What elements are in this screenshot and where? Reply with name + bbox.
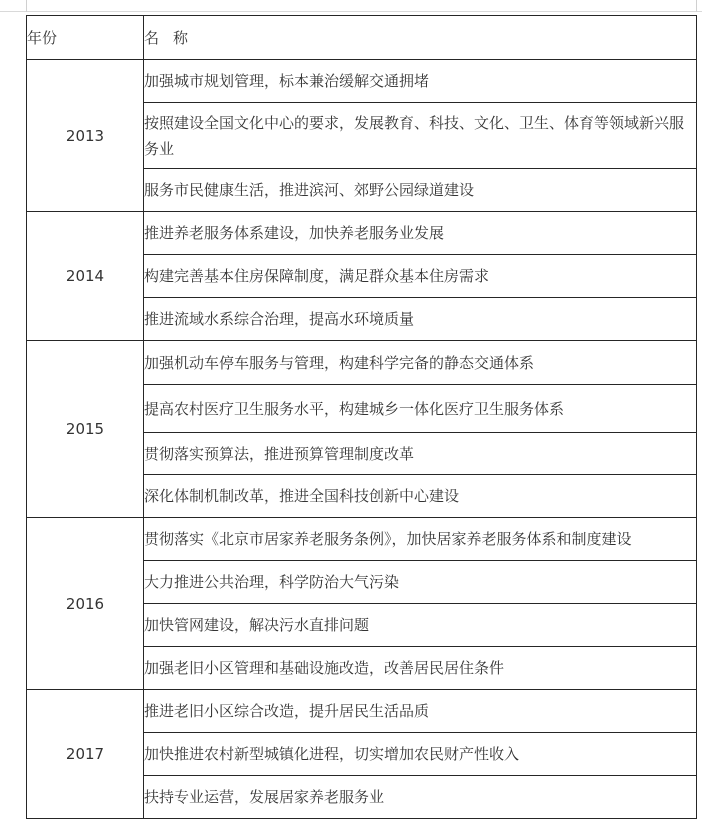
year-cell-2017: 2017 xyxy=(27,690,144,819)
header-year: 年份 xyxy=(27,16,144,60)
item-cell: 构建完善基本住房保障制度，满足群众基本住房需求 xyxy=(144,255,697,298)
table-row xyxy=(27,212,697,255)
header-name-char-2: 称 xyxy=(173,29,189,47)
cropped-border-left xyxy=(26,0,27,12)
year-cell-2015: 2015 xyxy=(27,341,144,518)
item-cell: 提高农村医疗卫生服务水平，构建城乡一体化医疗卫生服务体系 xyxy=(144,385,697,433)
item-cell: 贯彻落实预算法，推进预算管理制度改革 xyxy=(144,433,697,475)
item-cell: 加强老旧小区管理和基础设施改造，改善居民居住条件 xyxy=(144,647,697,690)
header-name xyxy=(144,16,697,60)
table-row xyxy=(27,60,697,103)
item-cell: 加快推进农村新型城镇化进程，切实增加农民财产性收入 xyxy=(144,733,697,776)
item-cell: 按照建设全国文化中心的要求，发展教育、科技、文化、卫生、体育等领域新兴服务业 xyxy=(144,103,697,169)
item-cell: 贯彻落实《北京市居家养老服务条例》，加快居家养老服务体系和制度建设 xyxy=(144,518,697,561)
table-row xyxy=(27,518,697,561)
cropped-top-edge xyxy=(0,0,702,12)
table-header-row xyxy=(27,16,697,60)
cropped-border-right xyxy=(696,0,697,12)
item-cell: 加快管网建设，解决污水直排问题 xyxy=(144,604,697,647)
header-name-char-1: 名 xyxy=(144,29,160,47)
item-cell: 推进养老服务体系建设，加快养老服务业发展 xyxy=(144,212,697,255)
policy-table xyxy=(26,15,697,819)
table-row xyxy=(27,341,697,385)
item-cell: 深化体制机制改革，推进全国科技创新中心建设 xyxy=(144,475,697,518)
item-cell: 服务市民健康生活，推进滨河、郊野公园绿道建设 xyxy=(144,169,697,212)
year-cell-2016: 2016 xyxy=(27,518,144,690)
item-cell: 加强城市规划管理，标本兼治缓解交通拥堵 xyxy=(144,60,697,103)
item-cell: 大力推进公共治理，科学防治大气污染 xyxy=(144,561,697,604)
item-cell: 扶持专业运营，发展居家养老服务业 xyxy=(144,776,697,819)
year-cell-2013: 2013 xyxy=(27,60,144,212)
item-cell: 推进流域水系综合治理，提高水环境质量 xyxy=(144,298,697,341)
year-cell-2014: 2014 xyxy=(27,212,144,341)
table-row xyxy=(27,690,697,733)
item-cell: 推进老旧小区综合改造，提升居民生活品质 xyxy=(144,690,697,733)
item-cell: 加强机动车停车服务与管理，构建科学完备的静态交通体系 xyxy=(144,341,697,385)
